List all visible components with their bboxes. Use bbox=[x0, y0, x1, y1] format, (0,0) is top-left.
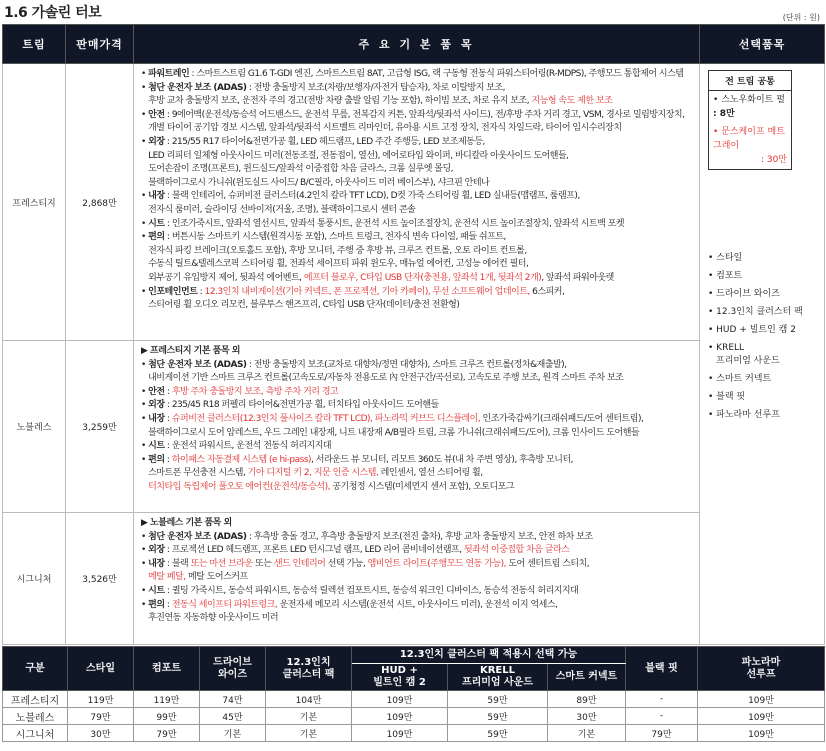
feature-text: 터치타입 독립제어 풀오토 에어컨(운전석/동승석), bbox=[148, 481, 330, 492]
price-row-trim: 시그니처 bbox=[3, 725, 68, 742]
feature-line bbox=[141, 413, 692, 427]
feature-line bbox=[141, 95, 692, 109]
bottom-header-drive: 드라이브 와이즈 bbox=[200, 647, 266, 691]
feature-text: : 스마트스트림 G1.6 T-GDI 엔진, 스마트스트림 8AT, 고급형 ISG, 랙 구동형 전동식 파워스티어링(R-MDPS), 주행모드 통합제어 시스템 bbox=[189, 69, 684, 79]
feature-text: 후방 교차 충돌방지 보조, 운전자 주의 경고(전방 차량 출발 알림 기능 포함), 하이빔 보조, 차로 유지 보조, bbox=[141, 96, 532, 107]
feature-cell bbox=[134, 513, 700, 645]
feature-line bbox=[141, 372, 692, 386]
price-cell: 109만 bbox=[698, 691, 825, 708]
price-cell: 59만 bbox=[448, 725, 548, 742]
feature-text: 뒷좌석 이중접합 차음 글라스 bbox=[463, 545, 570, 556]
feature-text: 지능형 속도 제한 보조 bbox=[531, 96, 613, 107]
feature-text: 블랙하이그로시 도어 암레스트, 우드 그레인 내장재, 니트 내장재 A/B필라 트림, 크롬 가니쉬(크래쉬패드/도어), 크롬 인사이드 도어핸들 bbox=[141, 427, 640, 438]
feature-category: 시트 bbox=[148, 441, 165, 452]
feature-category: 외장 bbox=[148, 545, 165, 556]
feature-text: • bbox=[141, 359, 149, 370]
feature-line bbox=[141, 299, 692, 313]
feature-line bbox=[141, 599, 692, 613]
feature-text: : 전방 충돌방지 보조(교차로 대향차/정면 대향차), 스마트 크루즈 컨트롤(정차&재출발), bbox=[246, 359, 567, 370]
option-item: • 12.3인치 클러스터 팩 bbox=[708, 307, 803, 317]
feature-text: : bbox=[164, 454, 172, 465]
feature-line bbox=[141, 82, 692, 96]
price-row bbox=[3, 691, 825, 708]
feature-category: 외장 bbox=[148, 136, 165, 147]
feature-text: , 앞좌석 파워아웃렛 bbox=[541, 272, 614, 283]
option-label: • 문스케이프 매트 그레이 bbox=[713, 127, 785, 151]
feature-line bbox=[141, 612, 692, 626]
option-item: • KRELL bbox=[708, 343, 745, 353]
feature-text: ▶ 노블레스 기본 품목 외 bbox=[141, 518, 232, 528]
feature-text: : 프로젝션 LED 헤드램프, 프론트 LED 턴시그널 램프, LED 리어 콤비네이션램프, bbox=[164, 545, 464, 556]
feature-text: • bbox=[141, 441, 149, 452]
option-moonscape bbox=[709, 123, 791, 169]
header-trim: 트림 bbox=[3, 25, 66, 64]
price-cell: 74만 bbox=[200, 691, 266, 708]
trim-name: 노블레스 bbox=[3, 341, 66, 513]
feature-list bbox=[135, 65, 698, 315]
price-cell: 기본 bbox=[548, 725, 626, 742]
price-cell: 79만 bbox=[626, 725, 698, 742]
bottom-body bbox=[3, 691, 825, 742]
bottom-header-smart: 스마트 커넥트 bbox=[548, 664, 626, 691]
price-cell: 기본 bbox=[200, 725, 266, 742]
feature-text: • bbox=[141, 558, 149, 569]
bottom-header-krell: KRELL 프리미엄 사운드 bbox=[448, 664, 548, 691]
feature-line bbox=[141, 136, 692, 150]
feature-text: 6스피커, bbox=[529, 286, 565, 297]
feature-text: 스티어링 휠 오디오 리모컨, 블루투스 핸즈프리, C타입 USB 단자(데이터/충전 전환형) bbox=[141, 300, 460, 311]
feature-text: 수동식 틸트&텔레스코픽 스티어링 휠, 전좌석 세이프티 파워 윈도우, 매뉴얼 에어컨, 고성능 에어컨 필터, bbox=[141, 259, 529, 270]
feature-category: 내장 bbox=[148, 558, 165, 569]
bottom-header-style: 스타일 bbox=[68, 647, 134, 691]
feature-text: : bbox=[164, 413, 172, 424]
price-cell: - bbox=[626, 708, 698, 725]
feature-text: : 블랙 인테리어, 슈퍼비전 클러스터(4.2인치 칼라 TFT LCD), D컷 가죽 스티어링 휠, LED 실내등(맵램프, 룸램프), bbox=[164, 191, 580, 202]
price-cell: 104만 bbox=[266, 691, 352, 708]
feature-text: 슈퍼비전 클러스터(12.3인치 풀사이즈 칼라 TFT LCD), 파노라믹 커브드 디스플레이, bbox=[171, 413, 481, 424]
price-cell: 109만 bbox=[698, 725, 825, 742]
feature-text: : 235/45 R18 퍼펠리 타이어&전면가공 휠, 터치타입 아웃사이드 도어핸들 bbox=[164, 400, 439, 411]
feature-text: • bbox=[141, 386, 149, 397]
feature-text: 전동식 세이프티 파워트렁크, bbox=[171, 599, 278, 610]
price-cell: 기본 bbox=[266, 725, 352, 742]
feature-text: 스마트폰 무선충전 시스템, bbox=[141, 468, 248, 479]
feature-text: 도어 센터트림 스티치, bbox=[505, 558, 590, 569]
feature-text: 개별 타이어 공기압 경보 시스템, 앞좌석/뒷좌석 시트벨트 리마인더, 유아용 시트 고정 장치, 전자식 차일드락, 타이어 임시수리장치 bbox=[141, 123, 622, 134]
feature-text: 레인센서, 열선 스티어링 휠, bbox=[378, 468, 483, 479]
feature-text: 메탈 도어스커프 bbox=[185, 572, 248, 583]
feature-text: 마션 브라운 bbox=[209, 558, 253, 569]
bottom-header-panorama: 파노라마 선루프 bbox=[698, 647, 825, 691]
feature-text: ▶ 프레스티지 기본 품목 외 bbox=[141, 346, 240, 356]
price-cell: 109만 bbox=[698, 708, 825, 725]
feature-text: 후진연동 자동하향 아웃사이드 미러 bbox=[141, 613, 279, 624]
price-cell: 기본 bbox=[266, 708, 352, 725]
feature-list bbox=[135, 514, 698, 628]
feature-text: • bbox=[141, 585, 149, 596]
price-cell: 30만 bbox=[68, 725, 134, 742]
feature-text: 샌드 인테리어 bbox=[273, 558, 326, 569]
feature-line bbox=[141, 467, 692, 481]
row-prestige bbox=[3, 64, 825, 341]
feature-line bbox=[141, 427, 692, 441]
feature-text: 앰비언트 라이트(주행모드 연동 가능), bbox=[367, 558, 506, 569]
price-cell: 59만 bbox=[448, 691, 548, 708]
feature-line bbox=[141, 585, 692, 599]
feature-text: • bbox=[141, 413, 149, 424]
bottom-header-hud: HUD + 빌트인 캠 2 bbox=[352, 664, 448, 691]
feature-text: 전자식 룸미러, 슬라이딩 선바이저(거울, 조명), 블랙하이그로시 센터 콘솔 bbox=[141, 204, 416, 215]
feature-line bbox=[141, 204, 692, 218]
feature-line bbox=[141, 517, 692, 531]
feature-line bbox=[141, 150, 692, 164]
feature-line bbox=[141, 109, 692, 123]
feature-text: • bbox=[141, 400, 149, 411]
option-item: 프리미엄 사운드 bbox=[716, 356, 780, 366]
bottom-header-cluster: 12.3인치 클러스터 팩 bbox=[266, 647, 352, 691]
option-snow-white bbox=[709, 91, 791, 123]
option-item: • 드라이브 와이즈 bbox=[708, 289, 780, 299]
feature-text: 블랙하이그로시 가니쉬(윈도실드 사이드/ B/C필라, 아웃사이드 미러 베이스부), 샤크핀 안테나 bbox=[141, 177, 490, 188]
feature-text: 후방 주차 충돌방지 보조, 측방 주차 거리 경고 bbox=[171, 386, 339, 397]
feature-line bbox=[141, 359, 692, 373]
feature-text: • bbox=[141, 109, 149, 120]
feature-text: • bbox=[141, 69, 149, 79]
price-row bbox=[3, 725, 825, 742]
feature-text: • bbox=[141, 454, 149, 465]
feature-line bbox=[141, 68, 692, 82]
feature-text: : 버튼시동 스마트키 시스템(원격시동 포함), 스마트 트렁크, 전자식 변속 다이얼, 패들 쉬프트, bbox=[164, 232, 506, 243]
feature-category: 내장 bbox=[148, 191, 165, 202]
feature-text: • bbox=[141, 82, 149, 93]
feature-line bbox=[141, 286, 692, 300]
feature-text: : 9에어백(운전석/동승석 어드밴스드, 운전석 무릎, 전복감지 커튼, 앞좌석/뒷좌석 사이드), 전/후방 주차 거리 경고, VSM, 경사로 밀림방지장치, bbox=[164, 109, 685, 120]
price-cell: 30만 bbox=[548, 708, 626, 725]
feature-text: 기아 디지털 키 2, 지문 인증 시스템, bbox=[247, 468, 379, 479]
feature-category: 편의 bbox=[148, 599, 165, 610]
feature-text: 12.3인치 내비게이션(기아 커넥트, 폰 프로젝션, 기아 카페이), 무선 소프트웨어 업데이트, bbox=[204, 286, 530, 297]
feature-line bbox=[141, 258, 692, 272]
feature-category: 인포테인먼트 bbox=[148, 286, 198, 297]
option-item: • HUD + 빌트인 캠 2 bbox=[708, 325, 796, 335]
feature-category: 시트 bbox=[148, 585, 165, 596]
feature-text: , 서라운드 뷰 모니터, 리모트 360도 뷰(내 차 주변 영상), 후측방 모니터, bbox=[311, 454, 573, 465]
trim-name: 프레스티지 bbox=[3, 64, 66, 341]
feature-text: : 전방 충돌방지 보조(차량/보행자/자전거 탑승자), 차로 이탈방지 보조, bbox=[246, 82, 506, 93]
feature-text: 선택 가능, bbox=[325, 558, 368, 569]
feature-text: 인조가죽감싸기(크래쉬패드/도어 센터트림), bbox=[480, 413, 644, 424]
option-item: • 스타일 bbox=[708, 253, 743, 263]
feature-category: 안전 bbox=[148, 109, 165, 120]
feature-text: • bbox=[141, 545, 149, 556]
feature-line bbox=[141, 163, 692, 177]
feature-text: : bbox=[164, 599, 172, 610]
feature-line bbox=[141, 571, 692, 585]
feature-text: • bbox=[141, 191, 149, 202]
feature-category: 편의 bbox=[148, 454, 165, 465]
feature-category: 내장 bbox=[148, 413, 165, 424]
feature-category: 첨단 운전자 보조 (ADAS) bbox=[148, 531, 247, 542]
price-row bbox=[3, 708, 825, 725]
feature-line bbox=[141, 454, 692, 468]
feature-text: • bbox=[141, 136, 149, 147]
feature-text: 메탈 페달, bbox=[148, 572, 186, 583]
feature-text: : 퀼팅 가죽시트, 동승석 파워시트, 동승석 릴렉션 컴포트시트, 동승석 워크인 디바이스, 동승석 전동식 허리지지대 bbox=[164, 585, 579, 596]
feature-text: 내비게이션 기반 스마트 크루즈 컨트롤(고속도로/자동차 전용도로 內 안전구간/곡선로), 고속도로 주행 보조, 원격 스마트 주차 보조 bbox=[141, 373, 624, 384]
feature-line bbox=[141, 531, 692, 545]
header-options: 선택품목 bbox=[700, 25, 825, 64]
feature-text: 에프터 블로우, C타입 USB 단자(충전용, 앞좌석 1개, 뒷좌석 2개) bbox=[303, 272, 542, 283]
feature-category: 외장 bbox=[148, 400, 165, 411]
feature-text: : 블랙 bbox=[164, 558, 191, 569]
feature-line bbox=[141, 481, 692, 495]
feature-category: 첨단 운전자 보조 (ADAS) bbox=[148, 359, 247, 370]
option-price: : 8만 bbox=[713, 109, 735, 119]
trim-price: 3,259만 bbox=[66, 341, 134, 513]
common-options-box bbox=[708, 70, 792, 170]
feature-text: 도어손잡이 조명(프론트), 윈드실드/앞좌석 이중접합 차음 글라스, 크롬 실루엣 몰딩, bbox=[141, 164, 454, 175]
option-item: • 스마트 커넥트 bbox=[708, 374, 772, 384]
feature-category: 첨단 운전자 보조 (ADAS) bbox=[148, 82, 247, 93]
feature-cell bbox=[134, 64, 700, 341]
feature-text: 외부공기 유입방지 제어, 뒷좌석 에어벤트, bbox=[141, 272, 304, 283]
feature-text: LED 리피터 일체형 아웃사이드 미러(전동조절, 전동접이, 열선), 에어로타입 와이퍼, 바디칼라 아웃사이드 도어핸들, bbox=[141, 150, 569, 161]
feature-line bbox=[141, 122, 692, 136]
price-cell: 109만 bbox=[352, 708, 448, 725]
feature-text: 또는 bbox=[190, 558, 207, 569]
header-main: 주 요 기 본 품 목 bbox=[134, 25, 700, 64]
option-price-table bbox=[2, 646, 825, 742]
price-cell: - bbox=[626, 691, 698, 708]
feature-line bbox=[141, 245, 692, 259]
option-item: • 컴포트 bbox=[708, 271, 743, 281]
feature-category: 파워트레인 bbox=[148, 69, 190, 79]
feature-text: • bbox=[141, 599, 149, 610]
bottom-header-blackfit: 블랙 핏 bbox=[626, 647, 698, 691]
feature-line bbox=[141, 218, 692, 232]
feature-line bbox=[141, 345, 692, 359]
feature-line bbox=[141, 231, 692, 245]
feature-text: • bbox=[141, 286, 149, 297]
price-cell: 89만 bbox=[548, 691, 626, 708]
option-list bbox=[708, 249, 803, 424]
header-price: 판매가격 bbox=[66, 25, 134, 64]
price-cell: 59만 bbox=[448, 708, 548, 725]
feature-text: : 운전석 파워시트, 운전석 전동식 허리지지대 bbox=[164, 441, 332, 452]
feature-text: 운전자세 메모리 시스템(운전석 시트, 아웃사이드 미러), 운전석 이지 억세스, bbox=[277, 599, 558, 610]
feature-line bbox=[141, 558, 692, 572]
feature-line bbox=[141, 272, 692, 286]
trim-name: 시그니처 bbox=[3, 513, 66, 645]
feature-text: • bbox=[141, 232, 149, 243]
feature-text: : bbox=[164, 386, 172, 397]
feature-text: : 인조가죽시트, 앞좌석 열선시트, 앞좌석 통풍시트, 운전석 시트 높이조절장치, 운전석 시트 높이조절장치, 앞좌석 시트백 포켓 bbox=[164, 218, 625, 229]
price-cell: 119만 bbox=[68, 691, 134, 708]
trim-price: 2,868만 bbox=[66, 64, 134, 341]
feature-text: : bbox=[197, 286, 205, 297]
option-label: • 스노우화이트 펄 bbox=[713, 95, 785, 105]
price-row-trim: 노블레스 bbox=[3, 708, 68, 725]
bottom-header-comfort: 컴포트 bbox=[134, 647, 200, 691]
price-cell: 79만 bbox=[134, 725, 200, 742]
common-options-title: 전 트림 공통 bbox=[709, 71, 791, 91]
option-item: • 파노라마 선루프 bbox=[708, 410, 780, 420]
bottom-header-gubun: 구분 bbox=[3, 647, 68, 691]
feature-text: 하이패스 자동결제 시스템 (e hi-pass) bbox=[171, 454, 312, 465]
options-cell bbox=[700, 64, 825, 645]
trim-price: 3,526만 bbox=[66, 513, 134, 645]
feature-cell bbox=[134, 341, 700, 513]
bottom-header-group: 12.3인치 클러스터 팩 적용시 선택 가능 bbox=[352, 647, 626, 664]
option-price: : 30만 bbox=[760, 155, 787, 165]
feature-list bbox=[135, 342, 698, 497]
price-cell: 79만 bbox=[68, 708, 134, 725]
feature-line bbox=[141, 544, 692, 558]
page-title: 1.6 가솔린 터보 bbox=[4, 5, 102, 21]
trim-table-header bbox=[3, 25, 825, 64]
trim-table bbox=[2, 24, 825, 645]
price-cell: 109만 bbox=[352, 725, 448, 742]
price-cell: 119만 bbox=[134, 691, 200, 708]
feature-line bbox=[141, 399, 692, 413]
price-cell: 109만 bbox=[352, 691, 448, 708]
option-item: • 블랙 핏 bbox=[708, 392, 746, 402]
price-cell: 99만 bbox=[134, 708, 200, 725]
feature-text: • bbox=[141, 531, 149, 542]
unit-label: (단위 : 원) bbox=[782, 13, 820, 22]
feature-text: 전자식 파킹 브레이크(오토홀드 포함), 후방 모니터, 주행 중 후방 뷰, 크루즈 컨트롤, 오토 라이트 컨트롤, bbox=[141, 245, 527, 256]
feature-text: : 215/55 R17 타이어&전면가공 휠, LED 헤드램프, LED 주간 주행등, LED 보조제동등, bbox=[164, 136, 485, 147]
price-cell: 45만 bbox=[200, 708, 266, 725]
feature-category: 편의 bbox=[148, 232, 165, 243]
feature-text: 또는 bbox=[252, 558, 274, 569]
feature-line bbox=[141, 440, 692, 454]
feature-text: 공기청정 시스템(미세먼지 센서 포함), 오토디포그 bbox=[329, 481, 515, 492]
feature-category: 시트 bbox=[148, 218, 165, 229]
feature-text: : 후측방 충돌 경고, 후측방 충돌방지 보조(전진 출차), 후방 교차 충돌방지 보조, 안전 하차 보조 bbox=[246, 531, 593, 542]
feature-line bbox=[141, 190, 692, 204]
price-row-trim: 프레스티지 bbox=[3, 691, 68, 708]
feature-text: • bbox=[141, 218, 149, 229]
feature-line bbox=[141, 177, 692, 191]
feature-category: 안전 bbox=[148, 386, 165, 397]
feature-line bbox=[141, 386, 692, 400]
